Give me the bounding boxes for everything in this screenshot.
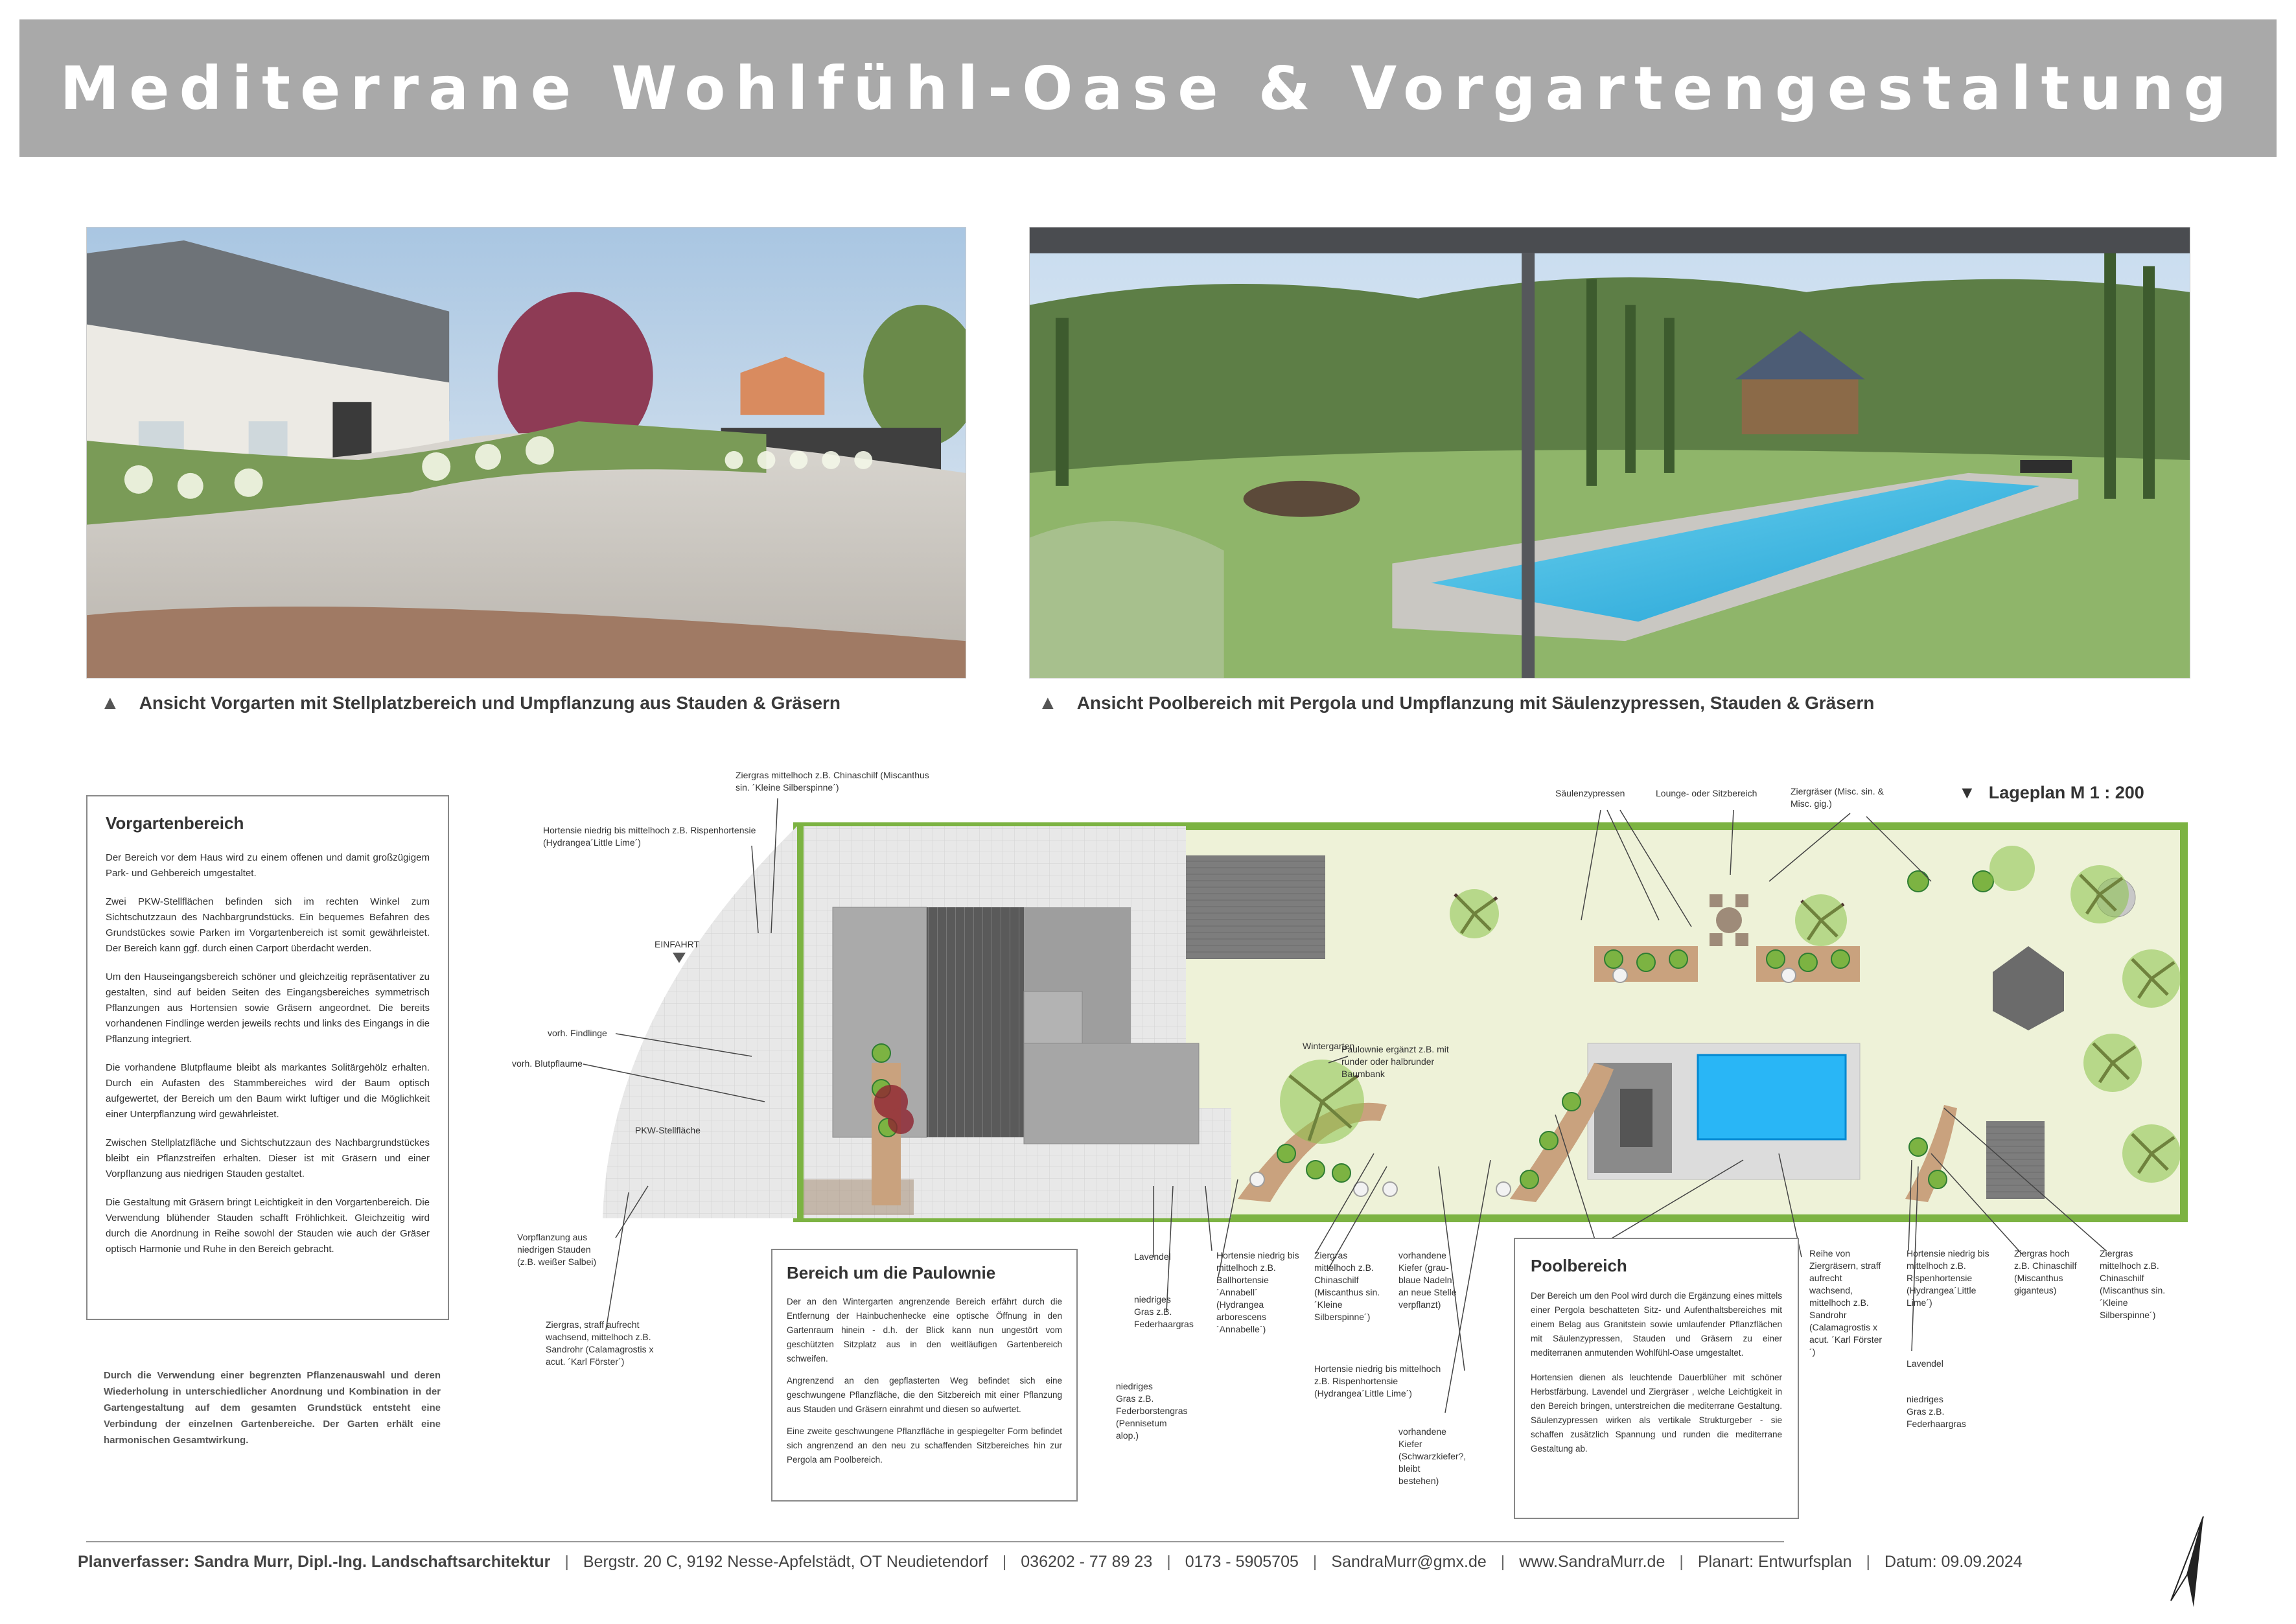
- plan-title: [1958, 783, 2144, 803]
- label-hortensie-ball: Hortensie niedrig bis mittelhoch z.B. Ballhortensie ´Annabell´ (Hydrangea arborescens ´Annabelle´): [1216, 1250, 1299, 1334]
- label-ziergras-china: Ziergras mittelhoch z.B. Chinaschilf (Miscanthus sin. ´Kleine Silberspinne´): [1314, 1250, 1380, 1322]
- pool-paragraph: Der Bereich um den Pool wird durch die Ergänzung eines mittels einer Pergola beschatteten Sitz- und Aufenthaltsbereiches mit einem Belag aus Granitstein sowie umlaufender Pflanzflächen mit Säulenzypressen, Stauden und Gräsern zu einer mediterranen anmutenden Wohlfühl-Oase umgestaltet.: [1531, 1291, 1782, 1358]
- footer-phone: 036202 - 77 89 23: [1021, 1553, 1153, 1571]
- vorgarten-paragraph: Zwischen Stellplatzfläche und Sichtschutzzaun des Nachbargrundstückes bleibt ein Pflanzstreifen erhalten. Dieser ist mit Gräsern und einer Vorpflanzung aus niedrigen Stauden gestaltet.: [106, 1137, 430, 1179]
- vorgarten-paragraph: Die vorhandene Blutpflaume bleibt als markantes Solitärgehölz erhalten. Durch ein Aufasten des Stammbereiches wird der Baum optisch aufgewertet, der Bereich um den Baum wirkt luftiger und die Möglichkeit einer Unterpflanzung wird gewährleistet.: [106, 1062, 430, 1120]
- label-kiefer-grau: vorhandene Kiefer (grau-blaue Nadeln, an neue Stelle verpflanzt): [1398, 1250, 1457, 1310]
- label-hortensie-rispe: Hortensie niedrig bis mittelhoch z.B. Rispenhortensie (Hydrangea´Little Lime´): [1314, 1363, 1441, 1398]
- page-title: Mediterrane Wohlfühl-Oase & Vorgartengestaltung: [60, 53, 2236, 123]
- pool-textbox: [1514, 1238, 1799, 1519]
- footer-separator: |: [564, 1553, 569, 1571]
- paulownie-heading: Bereich um die Paulownie: [787, 1263, 996, 1282]
- paulownie-paragraph: Eine zweite geschwungene Pflanzfläche in gespiegelter Form befindet sich angrenzend an den neu zu schaffenden Sitzbereiches hin zur Pergola am Poolbereich.: [787, 1426, 1062, 1465]
- label-niedriges-gras2: niedriges Gras z.B. Federhaargras: [1907, 1394, 1966, 1429]
- footer-separator: |: [1166, 1553, 1171, 1571]
- pool-area-photo: [1029, 227, 2190, 679]
- triangle-up-icon: ▲: [1038, 692, 1058, 713]
- label-blutpflaume: vorh. Blutpflaume: [512, 1058, 583, 1069]
- paulownie-textbox: [771, 1249, 1078, 1502]
- label-niedriges-gras-feder: niedriges Gras z.B. Federhaargras: [1134, 1294, 1194, 1329]
- label-reihe-ziergraeser: Reihe von Ziergräsern, straff aufrecht wachsend, mittelhoch z.B. Sandrohr (Calamagrostis x acut. ´Karl Förster´): [1809, 1248, 1883, 1357]
- footer-website[interactable]: www.SandraMurr.de: [1519, 1553, 1665, 1571]
- footer-email[interactable]: SandraMurr@gmx.de: [1331, 1553, 1487, 1571]
- footer-planart: Planart: Entwurfsplan: [1697, 1553, 1852, 1571]
- footer-separator: |: [1002, 1553, 1007, 1571]
- pool-caption: [1038, 692, 1874, 714]
- pool-paragraph: Hortensien dienen als leuchtende Dauerblüher mit schöner Herbstfärbung. Lavendel und Ziergräser , welche Leichtigkeit in den Bereich bringen, unterstreichen die mediterrane Gestaltung. Säulenzypressen wirken als vertikale Strukturgeber - sie schaffen zusätzlich Spannung und runden die mediterrane Gestaltung ab.: [1531, 1373, 1782, 1454]
- label-ziergras-sandrohr: Ziergras, straff aufrecht wachsend, mittelhoch z.B. Sandrohr (Calamagrostis x acut. ´Karl Förster´): [546, 1319, 654, 1367]
- north-arrow-icon: [2164, 1516, 2210, 1607]
- front-garden-caption: [100, 692, 841, 714]
- label-niedriges-gras-borsten: niedriges Gras z.B. Federborstengras (Pennisetum alop.): [1116, 1381, 1188, 1441]
- vorgarten-paragraph: Um den Hauseingangsbereich schöner und gleichzeitig repräsentativer zu gestalten, sind auf beiden Seiten des Eingangsbereiches symmetrisch Pflanzungen aus Hortensien sowie Gräsern angeordnet. Die bereits vorhandenen Findlinge werden jeweils rechts und links des Eingangs in die Pflanzung integriert.: [106, 971, 430, 1045]
- footer-divider: [86, 1541, 1784, 1542]
- triangle-up-icon: ▲: [100, 692, 120, 713]
- footer-separator: |: [1866, 1553, 1870, 1571]
- label-paulownie: Paulownie ergänzt z.B. mit runder oder halbrunder Baumbank: [1341, 1044, 1449, 1079]
- plan-label-stellflaeche: PKW-Stellfläche: [635, 1125, 701, 1135]
- label-lavendel2: Lavendel: [1907, 1358, 1943, 1369]
- summary-text: Durch die Verwendung einer begrenzten Pflanzenauswahl und deren Wiederholung in unterschiedlicher Anordnung und Kombination in der Gartengestaltung auf dem gesamten Grundstück entsteht eine Verbindung der einzelnen Gartenbereiche. Der Garten erhält eine harmonischen Gesamtwirkung.: [104, 1370, 441, 1446]
- footer-date: Datum: 09.09.2024: [1884, 1553, 2023, 1571]
- label-saeulenzypressen: Säulenzypressen: [1555, 788, 1625, 798]
- vorgarten-textbox: [86, 795, 449, 1320]
- label-ziergraeser-misc: Ziergräser (Misc. sin. & Misc. gig.): [1791, 786, 1884, 809]
- plan-label-wintergarten: Wintergarten: [1303, 1041, 1355, 1051]
- label-hortensie-rispe2: Hortensie niedrig bis mittelhoch z.B. Rispenhortensie (Hydrangea´Little Lime´): [1907, 1248, 1989, 1308]
- title-bar: [19, 19, 2277, 157]
- label-hortensie-top: Hortensie niedrig bis mittelhoch z.B. Rispenhortensie (Hydrangea´Little Lime´): [543, 825, 756, 848]
- footer-author: Planverfasser: Sandra Murr, Dipl.-Ing. Landschaftsarchitektur: [78, 1553, 551, 1571]
- vorgarten-paragraph: Der Bereich vor dem Haus wird zu einem offenen und damit großzügigem Park- und Gehbereich umgestaltet.: [106, 852, 430, 879]
- pool-heading: Poolbereich: [1531, 1256, 1627, 1275]
- footer-mobile: 0173 - 5905705: [1185, 1553, 1299, 1571]
- label-ziergras-mittel2: Ziergras mittelhoch z.B. Chinaschilf (Miscanthus sin. ´Kleine Silberspinne´): [2100, 1248, 2166, 1320]
- footer-address: Bergstr. 20 C, 9192 Nesse-Apfelstädt, OT Neudietendorf: [583, 1553, 988, 1571]
- label-ziergras-hoch: Ziergras hoch z.B. Chinaschilf (Miscanthus giganteus): [2014, 1248, 2077, 1295]
- footer-separator: |: [1500, 1553, 1505, 1571]
- footer-separator: |: [1679, 1553, 1684, 1571]
- site-plan: [583, 817, 2190, 1231]
- label-ziergras-top: Ziergras mittelhoch z.B. Chinaschilf (Miscanthus sin. ´Kleine Silberspinne´): [736, 770, 929, 793]
- footer: [78, 1553, 2023, 1572]
- footer-separator: |: [1312, 1553, 1317, 1571]
- label-lavendel: Lavendel: [1134, 1251, 1171, 1262]
- paulownie-paragraph: Angrenzend an den gepflasterten Weg befindet sich eine geschwungene Pflanzfläche, die den Sitzbereich mit einer Pflanzung aus Stauden und Gräsern einrahmt und diesen so aufwertet.: [787, 1376, 1062, 1414]
- label-kiefer-schwarz: vorhandene Kiefer (Schwarzkiefer?, bleibt bestehen): [1398, 1426, 1467, 1486]
- vorgarten-paragraph: Zwei PKW-Stellflächen befinden sich im rechten Winkel zum Sichtschutzzaun des Nachbargrundstücks. Ein bequemes Befahren des Grundstückes sowie Parken im Vorgartenbereich ist somit gewährleistet. Der Bereich kann ggf. durch einen Carport überdacht werden.: [106, 896, 430, 954]
- triangle-down-icon: ▼: [1958, 783, 1976, 802]
- plan-label-einfahrt: EINFAHRT: [655, 939, 699, 949]
- label-vorpflanzung: Vorpflanzung aus niedrigen Stauden (z.B. weißer Salbei): [517, 1232, 597, 1267]
- vorgarten-paragraph: Die Gestaltung mit Gräsern bringt Leichtigkeit in den Vorgartenbereich. Die Verwendung blühender Stauden schafft Fröhlichkeit. Gleichzeitig wird durch die Anordnung in Reihe sowohl der Stauden wie auch der Gräser optisch Harmonie und Ruhe in den Bereich gebracht.: [106, 1197, 430, 1255]
- front-garden-caption-text: Ansicht Vorgarten mit Stellplatzbereich und Umpflanzung aus Stauden & Gräsern: [139, 693, 841, 713]
- vorgarten-heading: Vorgartenbereich: [106, 813, 244, 833]
- label-findlinge: vorh. Findlinge: [548, 1028, 607, 1038]
- front-garden-photo: [86, 227, 966, 679]
- plan-title-text: Lageplan M 1 : 200: [1988, 783, 2144, 802]
- label-lounge: Lounge- oder Sitzbereich: [1656, 788, 1757, 798]
- pool-caption-text: Ansicht Poolbereich mit Pergola und Umpflanzung mit Säulenzypressen, Stauden & Gräsern: [1076, 693, 1875, 713]
- paulownie-paragraph: Der an den Wintergarten angrenzende Bereich erfährt durch die Entfernung der Hainbuchenhecke eine optische Öffnung in den Gartenraum hinein - d.h. der Blick kann nun ungestört vom geschützten Sitzplatz aus in den weitläufigen Gartenbereich schweifen.: [787, 1297, 1062, 1363]
